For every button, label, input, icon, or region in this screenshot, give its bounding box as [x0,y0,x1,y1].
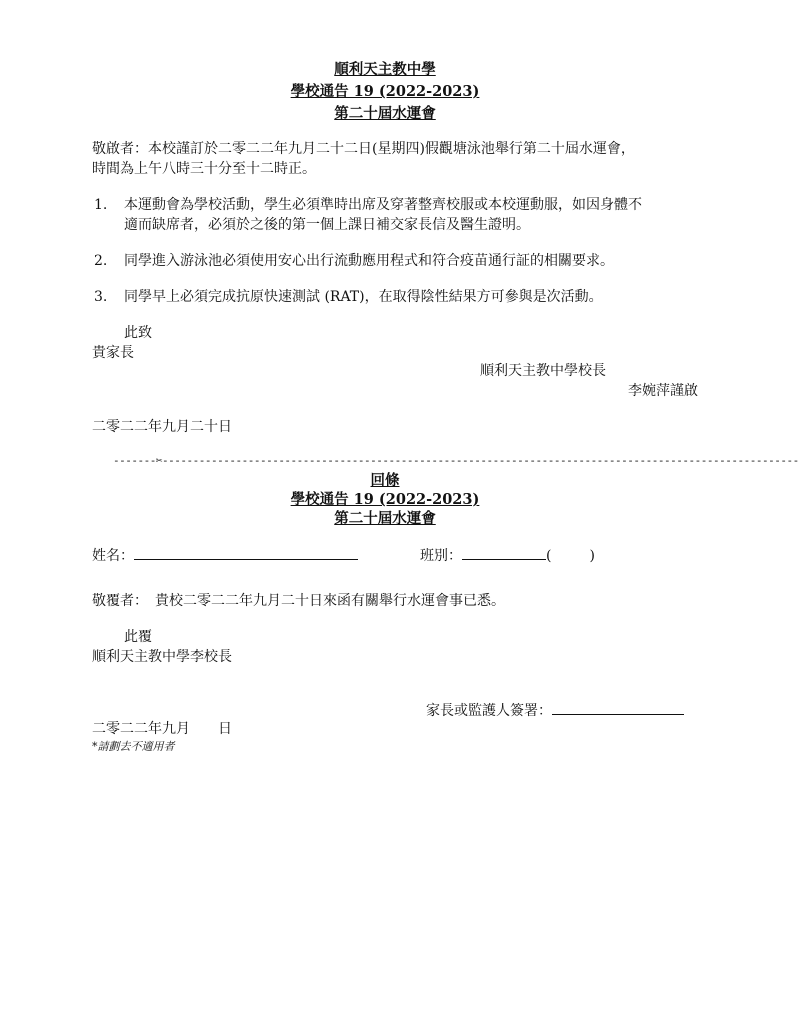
closing-recipient: 貴家長 [92,345,134,361]
notice-date: 二零二二年九月二十日 [92,419,232,435]
intro-line-2: 時間為上午八時三十分至十二時正。 [92,161,316,177]
item-text: 同學進入游泳池必須使用安心出行流動應用程式和符合疫苗通行証的相關要求。 [124,253,614,269]
cut-line-lead: ------- [113,454,156,467]
cut-line [113,453,799,468]
notice-number: 學校通告 19 (2022-2023) [290,83,480,100]
signature-line[interactable] [552,700,684,715]
item-text: 同學早上必須完成抗原快速測試 (RAT)，在取得陰性結果方可參與是次活動。 [124,289,603,305]
name-input-line[interactable] [134,545,358,560]
signature-label: 家長或監護人簽署： [426,703,552,719]
class-number-close: ) [589,548,595,564]
event-title: 第二十屆水運會 [334,105,436,122]
reply-notice-number: 學校通告 19 (2022-2023) [290,491,480,508]
acknowledgement: 敬覆者： 貴校二零二二年九月二十日來函有關舉行水運會事已悉。 [92,593,505,609]
item-number: 3. [94,289,108,305]
item-text: 適而缺席者，必須於之後的第一個上課日補交家長信及醫生證明。 [124,217,530,233]
reply-title: 回條 [370,472,400,489]
reply-event-title: 第二十屆水運會 [334,510,436,527]
reply-date: 二零二二年九月 日 [92,721,232,737]
scissors-icon: ✂ [155,454,162,467]
name-field[interactable] [92,545,358,567]
item-text: 本運動會為學校活動，學生必須準時出席及穿著整齊校服或本校運動服，如因身體不 [124,197,642,213]
name-label: 姓名： [92,548,134,564]
class-input-line[interactable] [462,545,546,560]
class-label: 班別： [420,548,462,564]
reply-cifu: 此覆 [124,629,152,645]
closing-cizhi: 此致 [124,325,152,341]
footnote: *請劃去不適用者 [92,740,175,753]
class-number-open: ( [546,548,552,564]
signer-name: 李婉萍謹啟 [628,383,698,399]
signature-field[interactable] [426,700,684,722]
item-number: 1. [94,197,108,213]
class-field[interactable] [420,545,595,567]
item-number: 2. [94,253,108,269]
intro-line-1: 敬啟者：本校謹訂於二零二二年九月二十二日(星期四)假觀塘泳池舉行第二十屆水運會， [92,141,635,157]
school-name: 順利天主教中學 [334,61,436,78]
reply-recipient: 順利天主教中學李校長 [92,649,232,665]
cut-line-tail: -------------------------------------------------------------------------------------------------------- [161,454,799,467]
signer-title: 順利天主教中學校長 [480,363,606,379]
